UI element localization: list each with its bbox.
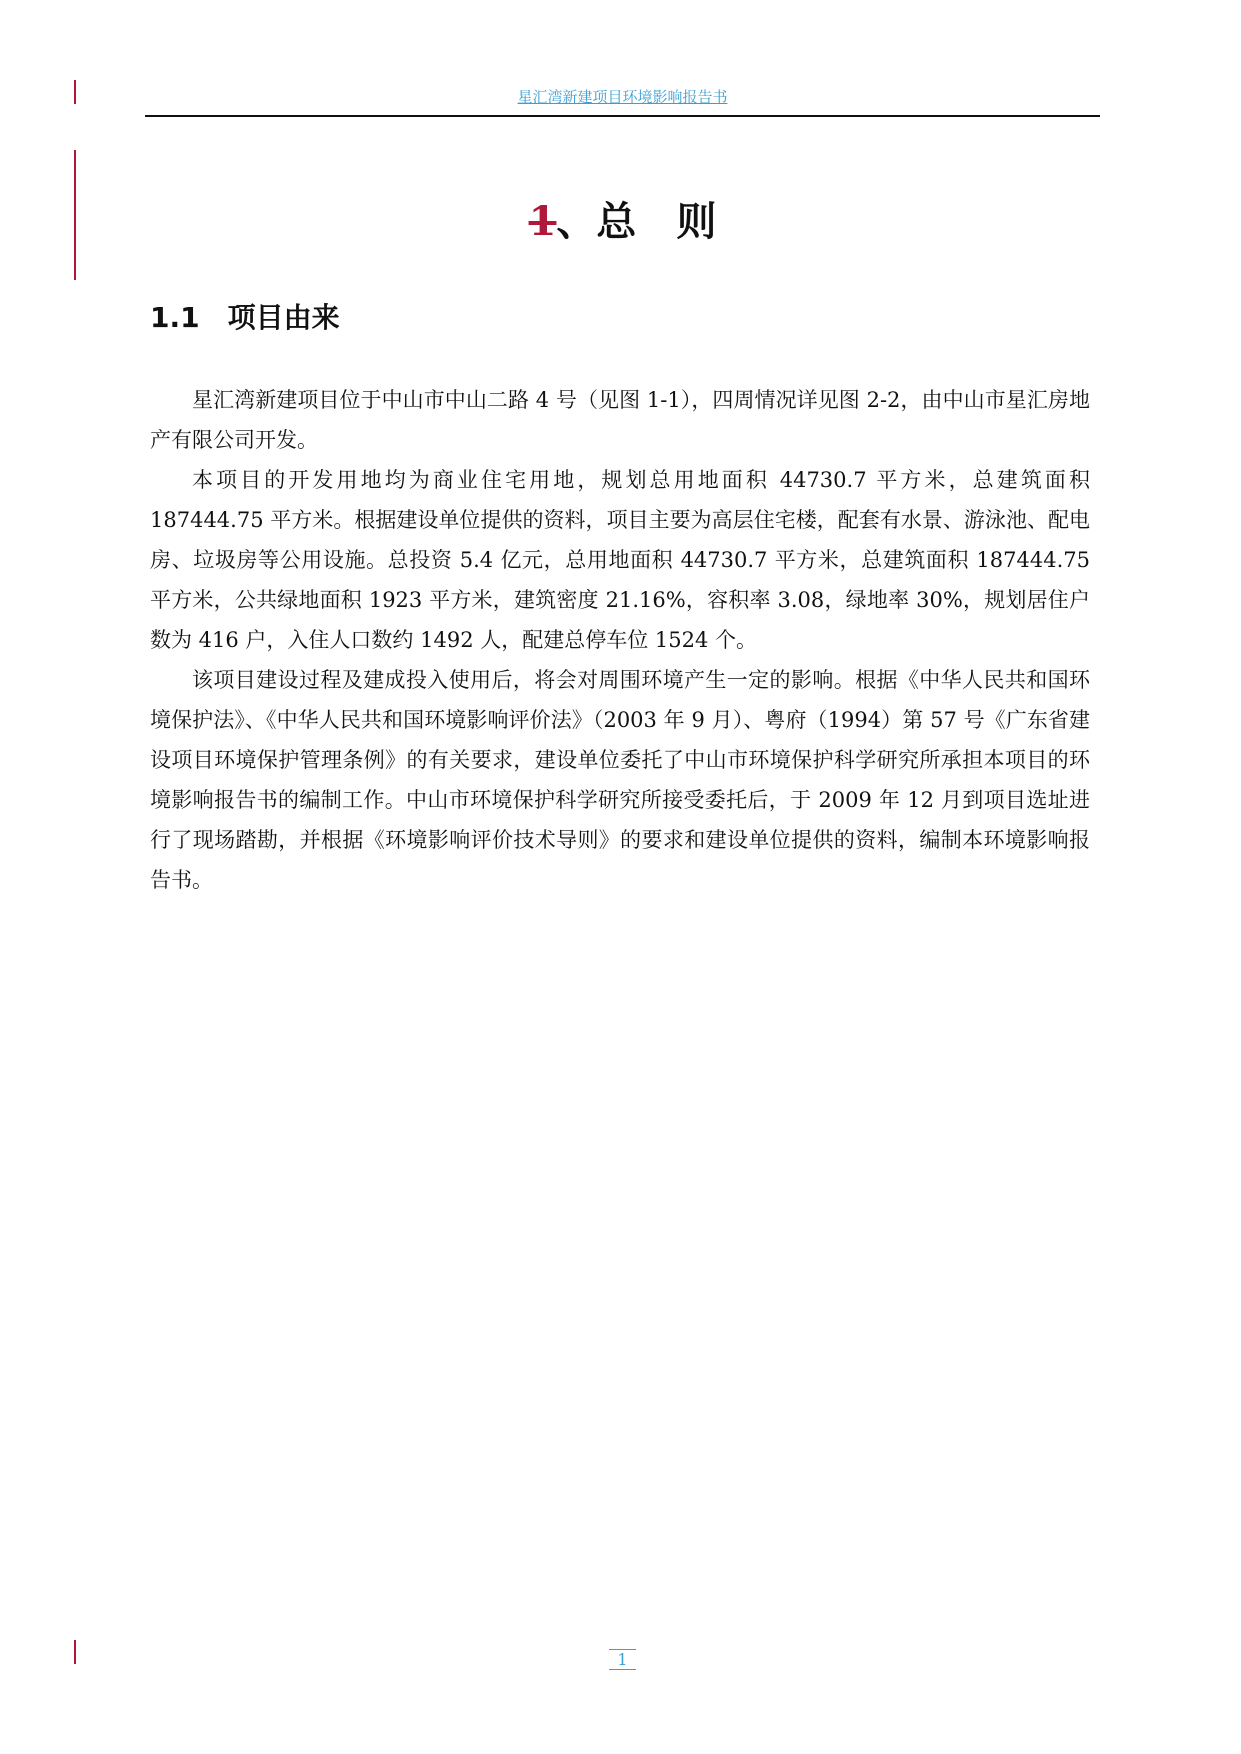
- paragraph: 该项目建设过程及建成投入使用后，将会对周围环境产生一定的影响。根据《中华人民共和国环境保护法》、《中华人民共和国环境影响评价法》（2003 年 9 月）、粤府（1994）第 57 号《广东省建设项目环境保护管理条例》的有关要求，建设单位委托了中山市环境保护科学研究所承担本项目的环境影响报告书的编制工作。中山市环境保护科学研究所接受委托后，于 2009 年 12 月到项目选址进行了现场踏勘，并根据《环境影响评价技术导则》的要求和建设单位提供的资料，编制本环境影响报告书。: [150, 668, 1090, 892]
- revision-change-bar: [74, 150, 76, 280]
- page-footer: [145, 1650, 1100, 1669]
- chapter-separator: 、: [556, 199, 597, 245]
- section-number: 1.1: [150, 301, 200, 334]
- chapter-title: [145, 190, 1100, 247]
- body-text: [150, 380, 1090, 900]
- revision-change-bar: [74, 80, 76, 104]
- paragraph: 本项目的开发用地均为商业住宅用地，规划总用地面积 44730.7 平方米，总建筑面积 187444.75 平方米。根据建设单位提供的资料，项目主要为高层住宅楼，配套有水景、游泳池、配电房、垃圾房等公用设施。总投资 5.4 亿元，总用地面积 44730.7 平方米，总建筑面积 187444.75 平方米，公共绿地面积 1923 平方米，建筑密度 21.16%，容积率 3.08，绿地率 30%，规划居住户数为 416 户，入住人口数约 1492 人，配建总停车位 1524 个。: [150, 468, 1090, 652]
- page-number: 1: [609, 1649, 635, 1670]
- section-title-text: 项目由来: [227, 301, 340, 334]
- revision-change-bar: [74, 1640, 76, 1664]
- header-rule: [145, 115, 1100, 117]
- page-header: 星汇湾新建项目环境影响报告书: [517, 88, 728, 106]
- chapter-title-text: 总 则: [596, 199, 717, 245]
- chapter-number: 1: [528, 198, 557, 245]
- section-heading: [150, 296, 340, 336]
- paragraph: 星汇湾新建项目位于中山市中山二路 4 号（见图 1-1），四周情况详见图 2-2，由中山市星汇房地产有限公司开发。: [150, 388, 1090, 452]
